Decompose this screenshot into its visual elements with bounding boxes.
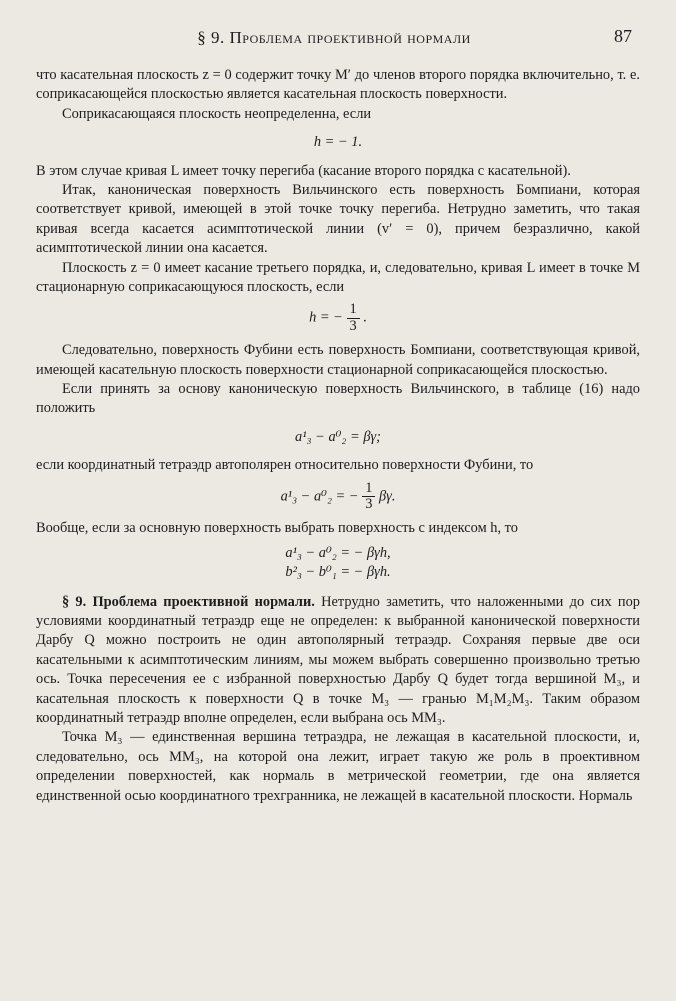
formula-h-minus-third bbox=[36, 302, 640, 335]
formula-a-third-beta-gamma bbox=[36, 481, 640, 514]
paragraph-8: если координатный тетраэдр автополярен относительно поверхности Фубини, то bbox=[36, 457, 534, 474]
paragraph-10 bbox=[36, 593, 640, 729]
paragraph-2: Соприкасающаяся плоскость неопределенна, если bbox=[62, 105, 372, 122]
page-number: 87 bbox=[614, 26, 632, 46]
formula-a-beta-gamma-h: a¹₃ − a⁰₂ = − βγh, bbox=[285, 544, 391, 561]
formula-lhs: h = − bbox=[309, 310, 343, 327]
paragraph-3: В этом случае кривая L имеет точку перегиба (касание второго порядка с касательной). bbox=[36, 162, 571, 179]
paragraph-9: Вообще, если за основную поверхность выбрать поверхность с индексом h, то bbox=[36, 520, 518, 537]
paragraph-1: что касательная плоскость z = 0 содержит точку M′ до членов второго порядка включительно, т. е. соприкасающейся плоскостью является касательная плоскость поверхности. bbox=[36, 67, 640, 103]
fraction-numerator: 1 bbox=[347, 302, 360, 319]
fraction-denominator: 3 bbox=[349, 318, 357, 335]
formula-a-beta-gamma: a¹₃ − a⁰₂ = βγ; bbox=[295, 428, 381, 445]
fraction-numerator: 1 bbox=[362, 481, 375, 498]
paragraph-5: Плоскость z = 0 имеет касание третьего порядка, и, следовательно, кривая L имеет в точке M стационарную соприкасающуюся плоскость, если bbox=[36, 259, 640, 296]
paragraph-6: Следовательно, поверхность Фубини есть поверхность Бомпиани, соответствующая кривой, имеющей касательную плоскость поверхности стационарной соприкасающейся плоскостью. bbox=[36, 342, 640, 378]
section-title: § 9. Проблема проективной нормали. bbox=[62, 593, 315, 610]
running-head bbox=[36, 28, 632, 50]
paragraph-4: Итак, каноническая поверхность Вильчинского есть поверхность Бомпиани, которая соответствует кривой, имеющей в этой точке точку перегиба. Нетрудно заметить, что такая кривая всегда касается асимптотической линии (v′ = 0), причем безразлично, какой асимптотической линии она касается. bbox=[36, 182, 640, 257]
formula-b-beta-gamma-h: b²₃ − b⁰₁ = − βγh. bbox=[285, 564, 391, 581]
formula-end: . bbox=[363, 310, 367, 327]
fraction-denominator: 3 bbox=[365, 496, 373, 513]
page-body bbox=[36, 66, 640, 806]
paragraph-7: Если принять за основу каноническую поверхность Вильчинского, в таблице (16) надо положить bbox=[36, 380, 640, 417]
formula-h-minus-one: h = − 1. bbox=[313, 134, 363, 151]
formula-lhs: a¹₃ − a⁰₂ = − bbox=[280, 488, 359, 505]
fraction bbox=[347, 302, 360, 335]
section-text: Нетрудно заметить, что наложенными до сих пор условиями координатный тетраэдр еще не определен: к выбранной канонической поверхности Дарбу Q можно построить не один автополярный тетраэдр. Сохраняя первые две оси касательными к асимптотическим линиям, мы можем выбрать совершенно произвольно третью ось. Точка пересечения ее с избранной поверхностью Дарбу Q будет тогда вершиной M₃, и касательная плоскость к поверхности Q в точке M₃ — гранью M₁M₂M₃. Таким образом координатный тетраэдр вполне определен, если выбрана ось MM₃. bbox=[36, 593, 640, 726]
formula-rhs: βγ. bbox=[379, 488, 396, 505]
running-title: § 9. Проблема проективной нормали bbox=[197, 28, 471, 47]
paragraph-11: Точка M₃ — единственная вершина тетраэдра, не лежащая в касательной плоскости, и, следовательно, ось MM₃, на которой она лежит, играет такую же роль в проективном определении поверхностей, как нормаль в метрической геометрии, где она является единственной осью координатного трехгранника, не лежащей в касательной плоскости. Нормаль bbox=[36, 729, 640, 804]
fraction bbox=[362, 481, 375, 514]
